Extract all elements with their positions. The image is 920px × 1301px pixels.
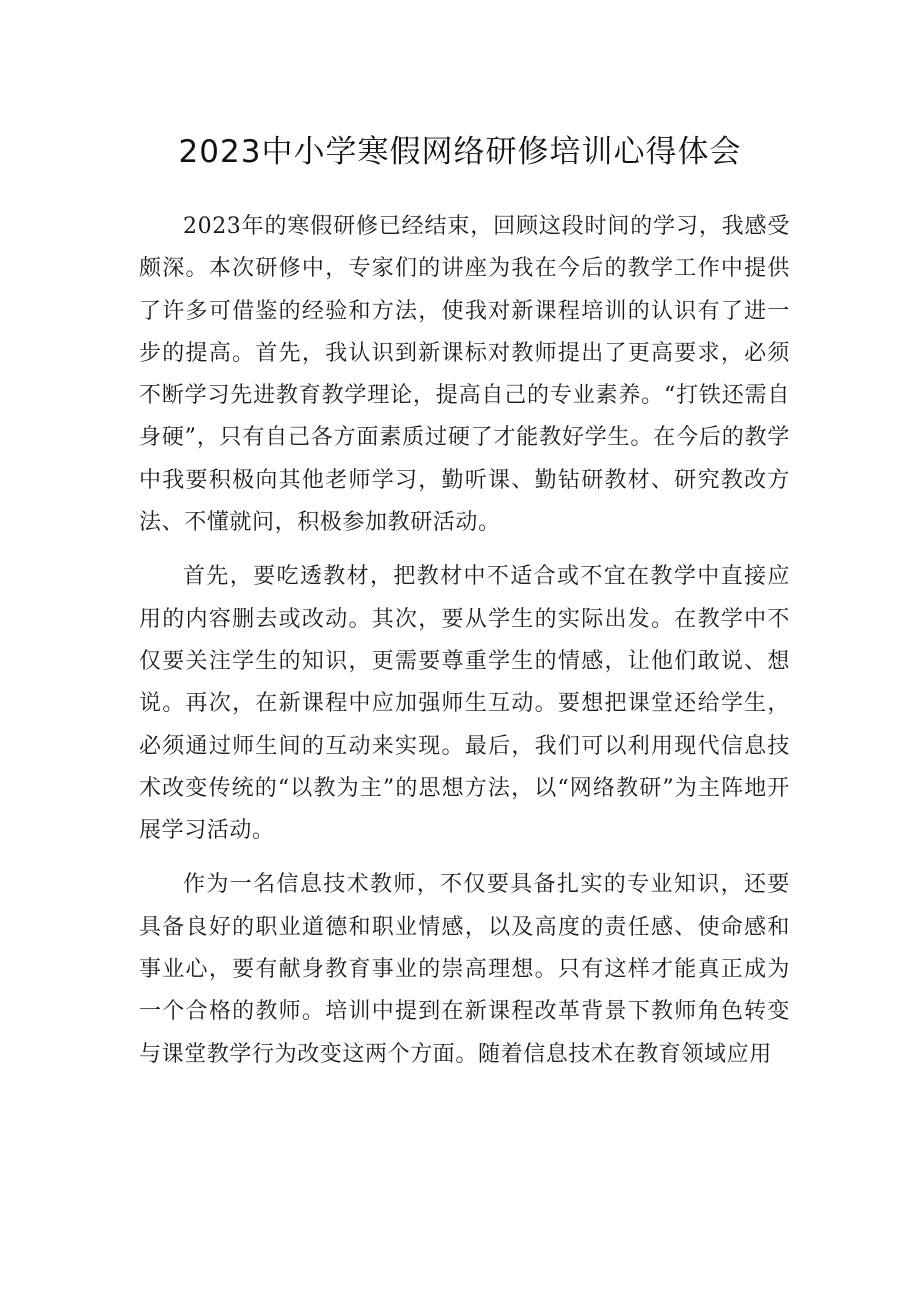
document-body (139, 206, 790, 1088)
paragraph-1: 2023年的寒假研修已经结束，回顾这段时间的学习，我感受颇深。本次研修中，专家们的讲座为我在今后的教学工作中提供了许多可借鉴的经验和方法，使我对新课程培训的认识有了进一步的提高。首先，我认识到新课标对教师提出了更高要求，必须不断学习先进教育教学理论，提高自己的专业素养。“打铁还需自身硬”，只有自己各方面素质过硬了才能教好学生。在今后的教学中我要积极向其他老师学习，勤听课、勤钻研教材、研究教改方法、不懂就问，积极参加教研活动。 (139, 214, 790, 536)
document-title: 2023中小学寒假网络研修培训心得体会 (178, 134, 742, 170)
paragraph-3: 作为一名信息技术教师，不仅要具备扎实的专业知识，还要具备良好的职业道德和职业情感，以及高度的责任感、使命感和事业心，要有献身教育事业的崇高理想。只有这样才能真正成为一个合格的教师。培训中提到在新课程改革背景下教师角色转变与课堂教学行为改变这两个方面。随着信息技术在教育领域应用 (139, 872, 790, 1067)
paragraph-2: 首先，要吃透教材，把教材中不适合或不宜在教学中直接应用的内容删去或改动。其次，要从学生的实际出发。在教学中不仅要关注学生的知识，更需要尊重学生的情感，让他们敢说、想说。再次，在新课程中应加强师生互动。要想把课堂还给学生，必须通过师生间的互动来实现。最后，我们可以利用现代信息技术改变传统的“以教为主”的思想方法，以“网络教研”为主阵地开展学习活动。 (139, 564, 790, 844)
